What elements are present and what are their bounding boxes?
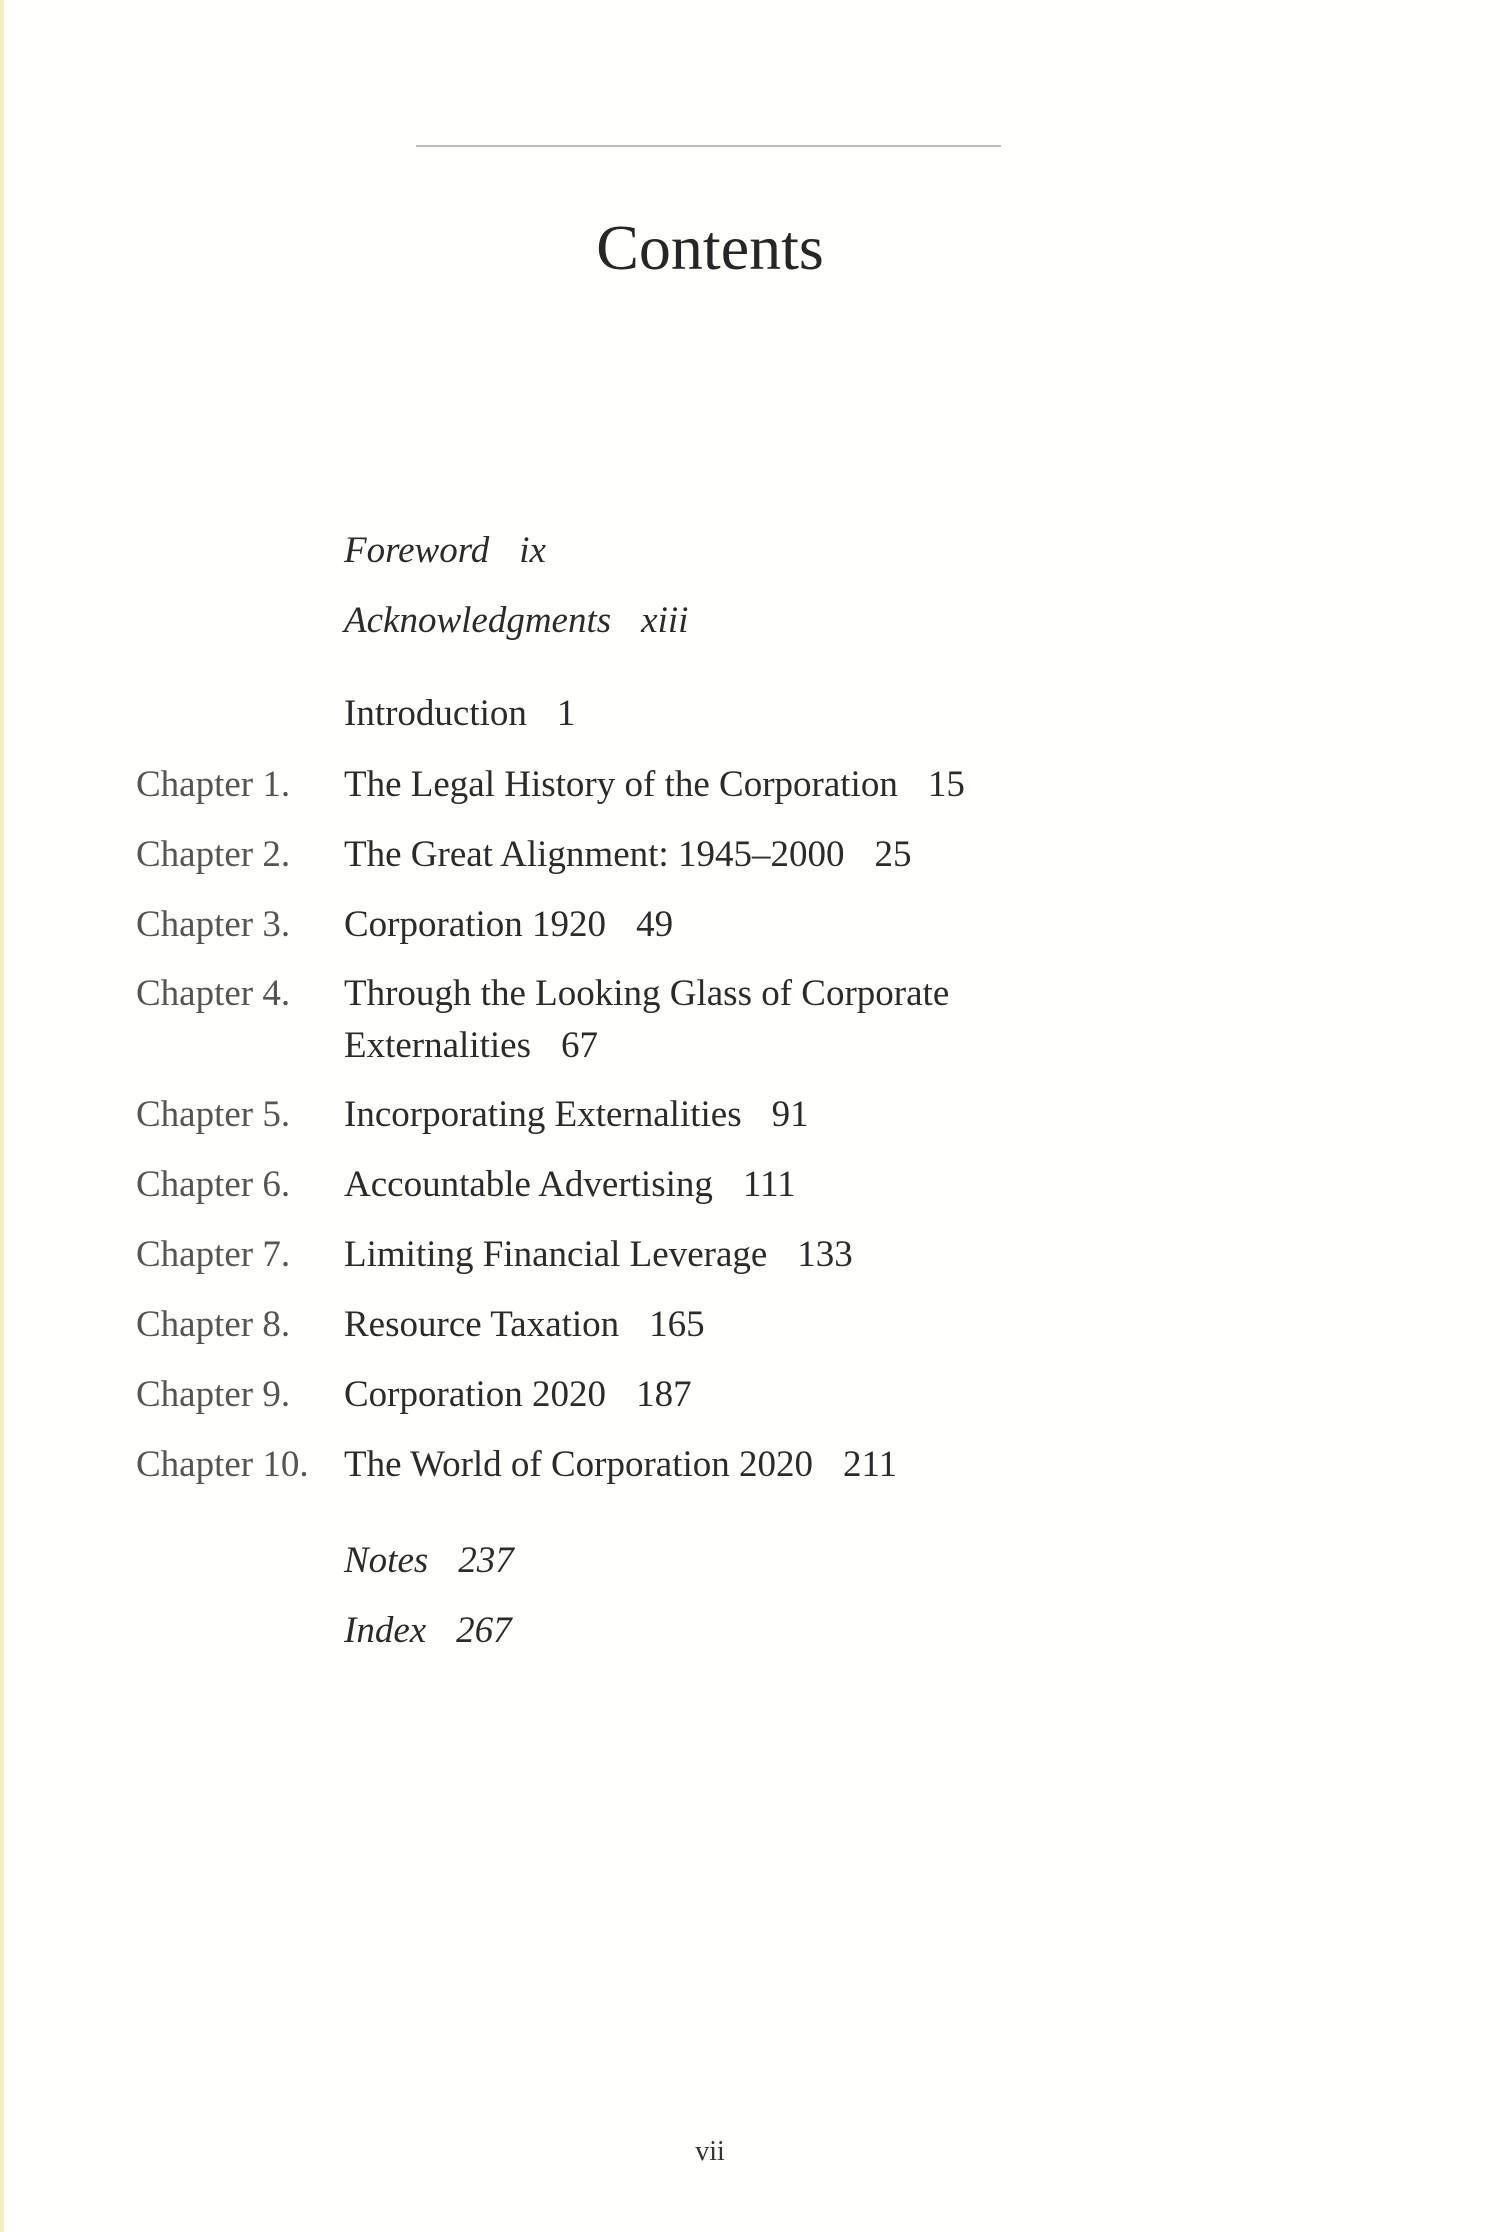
entry-title: The Legal History of the Corporation — [344, 764, 898, 805]
toc-entry-chapter-2 — [344, 831, 911, 879]
toc-entry-chapter-9 — [344, 1371, 692, 1419]
entry-page: 111 — [742, 1164, 796, 1205]
entry-page: 165 — [649, 1304, 705, 1345]
entry-title: Index — [344, 1610, 427, 1651]
toc-entry-chapter-3 — [344, 901, 673, 949]
toc-entry-acknowledgments — [344, 597, 688, 645]
chapter-label: Chapter 2. — [136, 834, 291, 875]
entry-title: The World of Corporation 2020 — [344, 1444, 814, 1485]
entry-title: Resource Taxation — [344, 1304, 620, 1345]
entry-page: 91 — [771, 1094, 809, 1135]
entry-page: 49 — [636, 904, 674, 945]
chapter-label: Chapter 5. — [136, 1094, 291, 1135]
entry-title: Introduction — [344, 693, 527, 734]
toc-entry-chapter-5 — [344, 1091, 809, 1139]
entry-page: 187 — [636, 1374, 692, 1415]
toc-entry-chapter-6 — [344, 1161, 796, 1209]
entry-page: 237 — [458, 1540, 514, 1581]
toc-entry-introduction — [344, 690, 575, 738]
entry-title: The Great Alignment: 1945–2000 — [344, 834, 845, 875]
page-title: Contents — [596, 212, 824, 283]
toc-entry-chapter-10 — [344, 1441, 897, 1489]
chapter-label: Chapter 1. — [136, 764, 291, 805]
entry-title: Corporation 1920 — [344, 904, 607, 945]
chapter-label: Chapter 7. — [136, 1234, 291, 1275]
entry-page: 67 — [561, 1025, 598, 1066]
page-number: vii — [695, 2136, 725, 2167]
toc-entry-chapter-8 — [344, 1301, 705, 1349]
entry-page: 1 — [556, 693, 576, 734]
entry-title: Acknowledgments — [344, 600, 612, 641]
toc-entry-chapter-7 — [344, 1231, 853, 1279]
entry-title-line-2: Externalities — [344, 1025, 531, 1066]
chapter-label: Chapter 4. — [136, 973, 291, 1014]
chapter-label: Chapter 9. — [136, 1374, 291, 1415]
toc-entry-chapter-4 — [344, 968, 949, 1072]
toc-entry-chapter-1 — [344, 761, 965, 809]
toc-entry-foreword — [344, 527, 546, 575]
chapter-label: Chapter 6. — [136, 1164, 291, 1205]
chapter-label: Chapter 8. — [136, 1304, 291, 1345]
entry-title: Accountable Advertising — [344, 1164, 713, 1205]
entry-title: Foreword — [344, 530, 490, 571]
chapter-label: Chapter 10. — [136, 1444, 309, 1485]
toc-entry-notes — [344, 1537, 514, 1585]
chapter-label: Chapter 3. — [136, 904, 291, 945]
entry-page: xiii — [641, 600, 689, 641]
entry-title: Incorporating Externalities — [344, 1094, 742, 1135]
entry-page: ix — [519, 530, 546, 571]
entry-page: 25 — [874, 834, 912, 875]
entry-title: Limiting Financial Leverage — [344, 1234, 768, 1275]
entry-title: Notes — [344, 1540, 429, 1581]
entry-page: 15 — [927, 764, 965, 805]
entry-title-line-1: Through the Looking Glass of Corporate — [344, 973, 950, 1014]
entry-page: 133 — [797, 1234, 853, 1275]
toc-entry-index — [344, 1607, 512, 1655]
entry-page: 211 — [843, 1444, 898, 1485]
entry-page: 267 — [456, 1610, 512, 1651]
entry-title: Corporation 2020 — [344, 1374, 607, 1415]
